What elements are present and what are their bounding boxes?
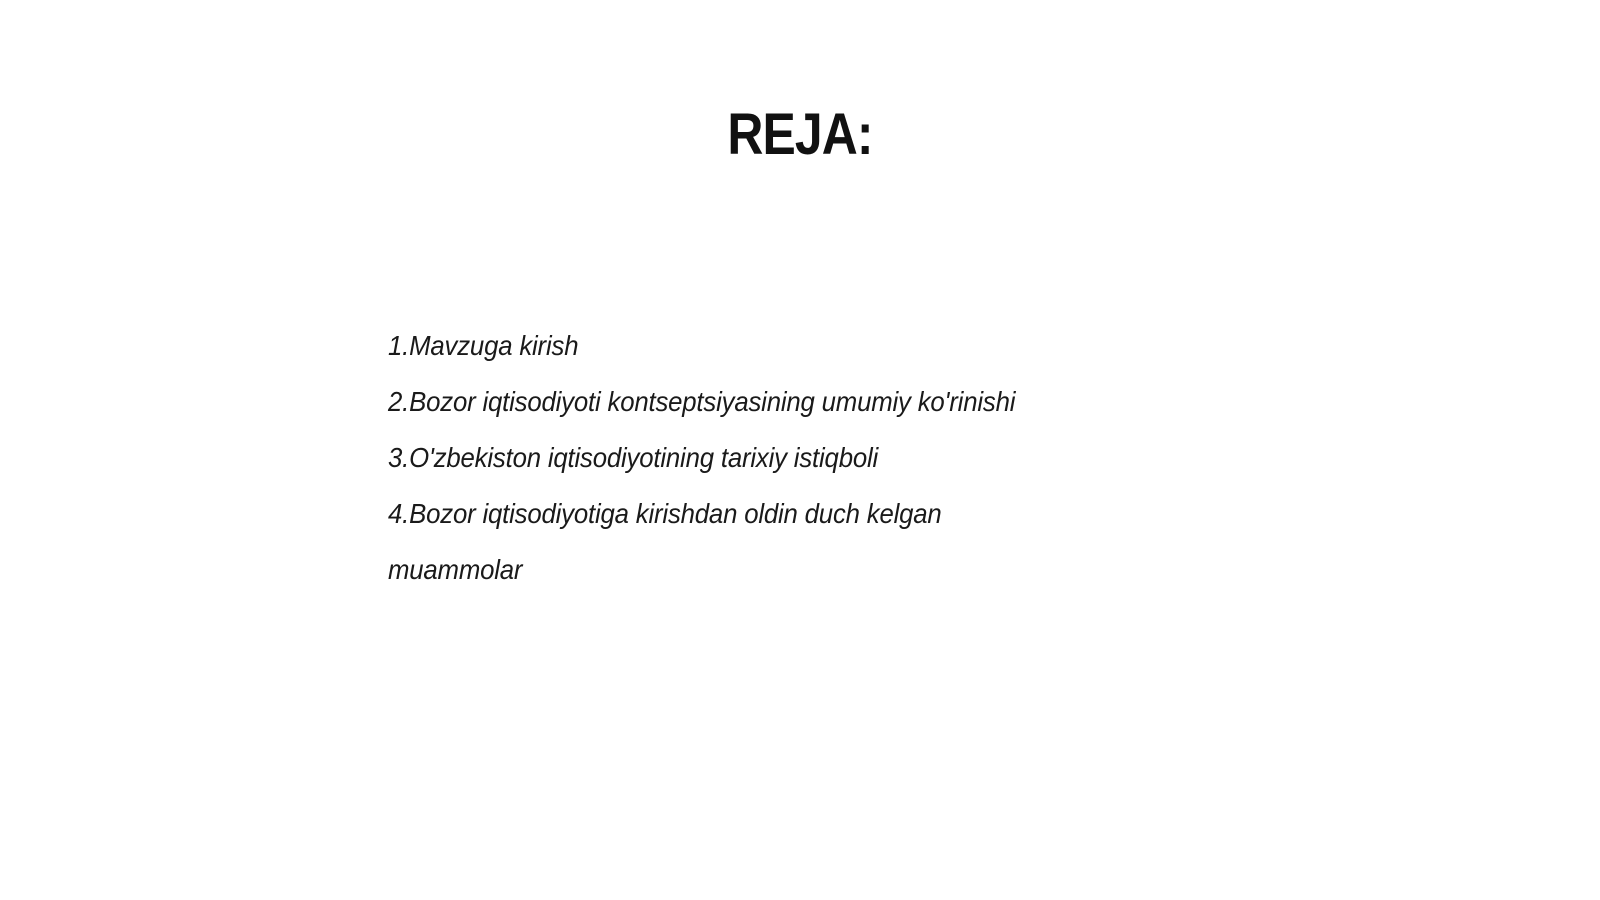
plan-item-1: 1.Mavzuga kirish	[388, 330, 579, 361]
plan-item-2: 2.Bozor iqtisodiyoti kontseptsiyasining umumiy ko'rinishi	[388, 386, 1016, 417]
plan-list	[388, 318, 1088, 598]
slide-title: REJA:	[727, 102, 873, 167]
plan-item-4: 4.Bozor iqtisodiyotiga kirishdan oldin duch kelgan muammolar	[388, 498, 942, 585]
plan-item-3: 3.O'zbekiston iqtisodiyotining tarixiy istiqboli	[388, 442, 879, 473]
